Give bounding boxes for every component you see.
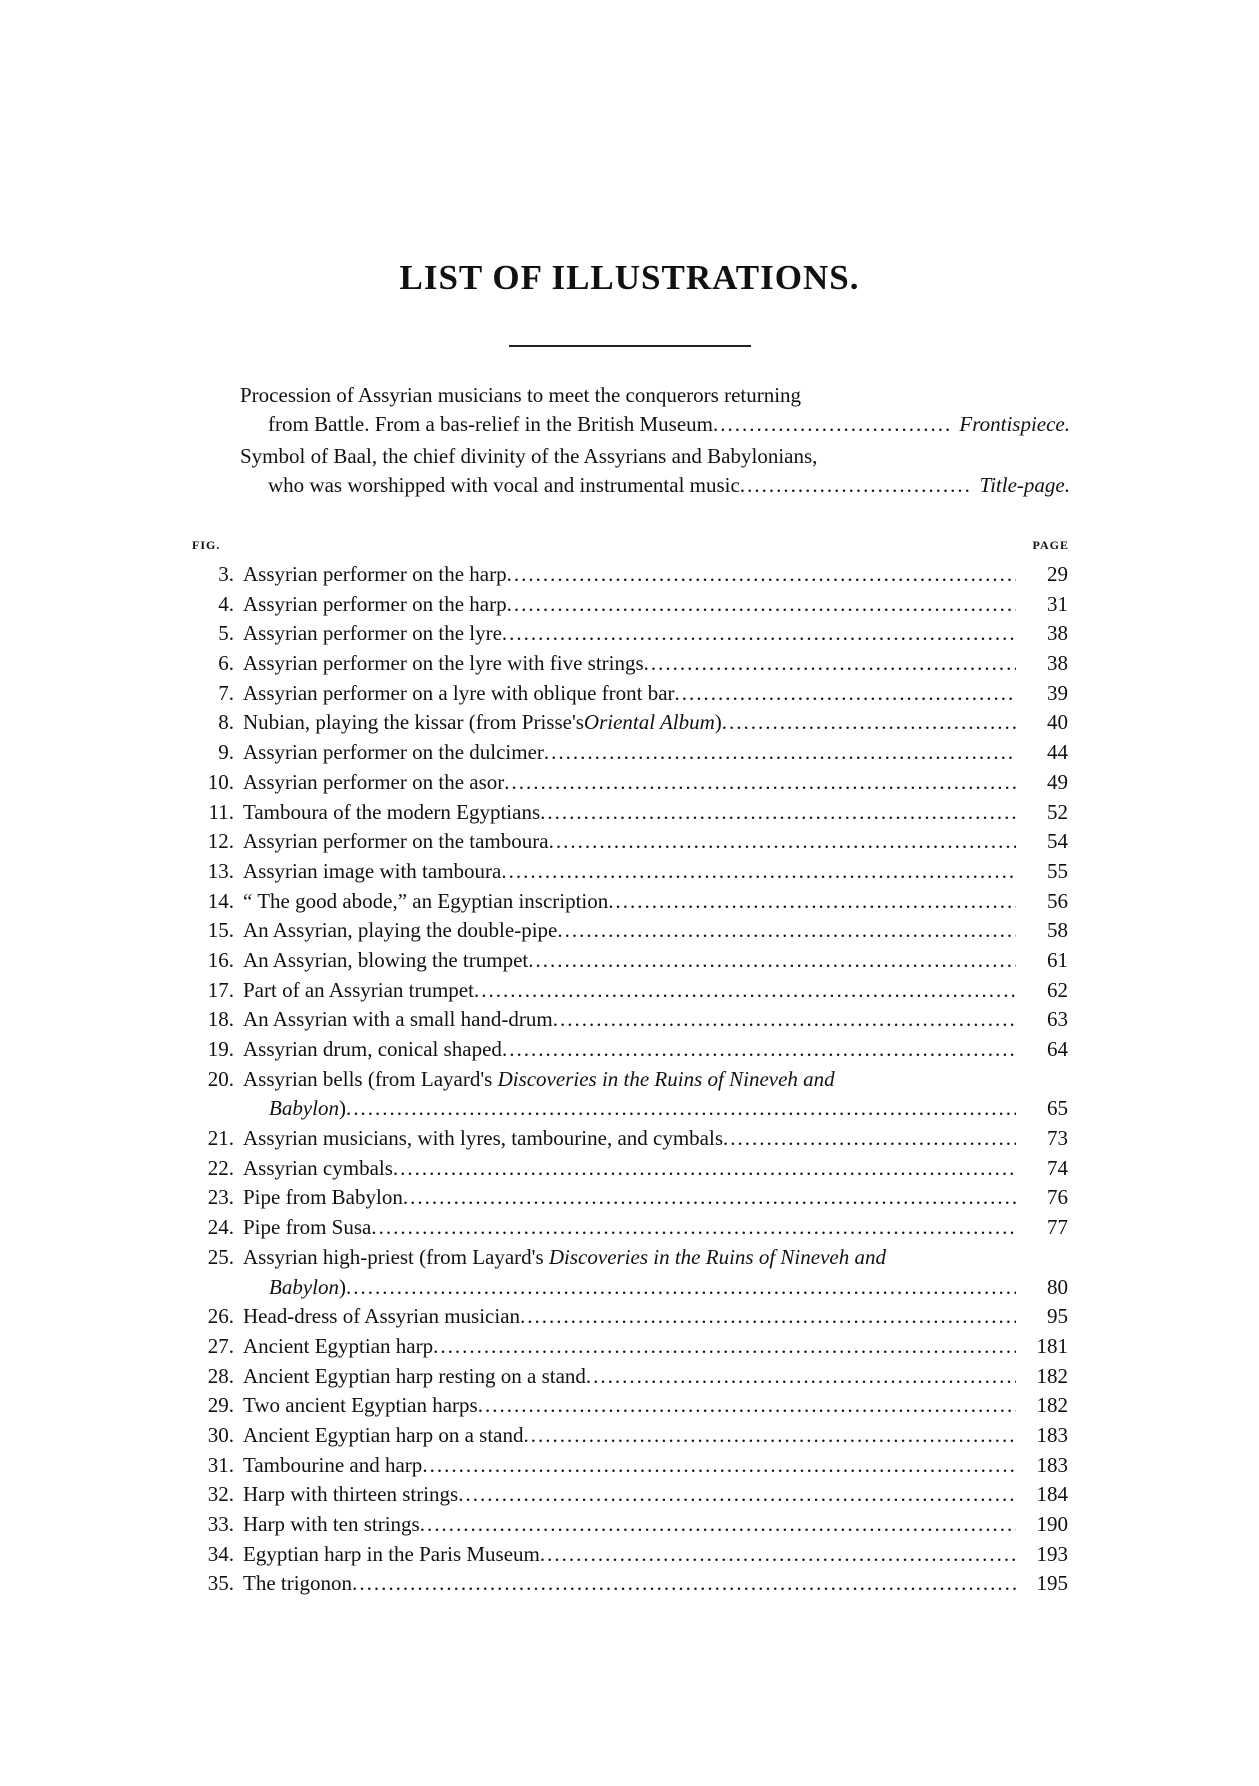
entry-line (243, 1007, 1068, 1032)
entry-text: Pipe from Susa (243, 1215, 372, 1240)
list-item (192, 1156, 1068, 1186)
intro-location: Frontispiece. (959, 412, 1070, 436)
list-item (192, 1542, 1068, 1572)
dot-leader (507, 562, 1016, 587)
list-item (192, 1453, 1068, 1483)
entry-line (243, 1067, 1068, 1092)
figure-number: 19. (207, 1037, 234, 1061)
figure-number: 8. (218, 710, 234, 735)
dot-leader (528, 948, 1016, 973)
figure-number: 12. (207, 829, 234, 854)
figure-number: 7. (218, 680, 234, 705)
list-item (192, 1215, 1068, 1245)
entry-line (243, 829, 1068, 854)
page-title: LIST OF ILLUSTRATIONS. (399, 258, 860, 297)
fig-column-header: FIG. (192, 538, 221, 552)
dot-leader (549, 829, 1016, 854)
figure-number: 26. (207, 1304, 234, 1329)
list-item (192, 1304, 1068, 1334)
indent (243, 1096, 269, 1121)
figure-number: 6. (218, 651, 234, 676)
figure-number: 3. (218, 562, 234, 586)
figure-number: 17. (207, 977, 234, 1002)
page-number: 31 (1047, 591, 1068, 616)
entry-line (243, 1096, 1068, 1121)
list-item (192, 1482, 1068, 1512)
page-number: 55 (1047, 858, 1068, 883)
entry-text: Assyrian cymbals (243, 1155, 393, 1180)
dot-leader (403, 1185, 1016, 1210)
entry-line (243, 1482, 1068, 1507)
page-number: 184 (1036, 1482, 1068, 1507)
dot-leader (540, 800, 1016, 825)
page-number: 54 (1047, 829, 1068, 854)
entry-line (243, 740, 1068, 765)
entry-text: The trigonon (243, 1571, 353, 1596)
entry-text: ) (714, 710, 722, 735)
entry-text: Assyrian bells (from Layard's (243, 1066, 498, 1091)
dot-leader (478, 1393, 1016, 1418)
entry-line (243, 948, 1068, 973)
figure-number: 9. (218, 740, 234, 765)
entry-text: An Assyrian, playing the double-pipe (243, 918, 558, 943)
entry-text: Ancient Egyptian harp (243, 1333, 434, 1358)
figure-number: 14. (207, 888, 234, 913)
entry-text: Part of an Assyrian trumpet (243, 977, 474, 1002)
page-number: 44 (1047, 740, 1068, 765)
entry-text: ) (338, 1096, 346, 1121)
figure-number: 18. (207, 1007, 234, 1032)
page-number: 95 (1047, 1304, 1068, 1329)
entry-text: Ancient Egyptian harp on a stand (243, 1422, 524, 1447)
entry-italic-text: Discoveries in the Ruins of Nineveh and (548, 1244, 886, 1269)
figure-number: 28. (207, 1363, 234, 1388)
page-number: 38 (1047, 651, 1068, 676)
dot-leader (540, 1542, 1016, 1567)
entry-text: Tambourine and harp (243, 1452, 423, 1477)
intro-line (268, 412, 1070, 437)
entry-line (243, 770, 1068, 795)
figure-number: 35. (207, 1571, 234, 1596)
entry-text: Assyrian performer on the harp (243, 562, 507, 586)
entry-text: Head-dress of Assyrian musician (243, 1304, 521, 1329)
list-item (192, 770, 1068, 800)
entry-text: Nubian, playing the kissar (from Prisse's (243, 710, 584, 735)
entry-line (243, 1364, 1068, 1389)
intro-text: from Battle. From a bas-relief in the British Museum (268, 412, 713, 436)
list-item (192, 1334, 1068, 1364)
entry-line (243, 681, 1068, 706)
entry-text: Assyrian image with tamboura (243, 858, 502, 883)
page-number: 64 (1047, 1037, 1068, 1061)
list-item (192, 1364, 1068, 1394)
figure-number: 16. (207, 947, 234, 972)
dot-leader (740, 473, 972, 498)
entry-text: Assyrian performer on the asor (243, 769, 505, 794)
page-number: 58 (1047, 918, 1068, 943)
list-item (192, 740, 1068, 770)
entry-line (243, 889, 1068, 914)
page-number: 52 (1047, 799, 1068, 824)
figure-number: 27. (207, 1333, 234, 1358)
figure-number: 32. (207, 1482, 234, 1507)
title-rule (509, 345, 751, 347)
dot-leader (346, 1275, 1016, 1300)
entry-text: “ The good abode,” an Egyptian inscription (243, 888, 609, 913)
entry-text: Ancient Egyptian harp resting on a stand (243, 1363, 586, 1388)
dot-leader (352, 1571, 1016, 1596)
dot-leader (713, 412, 951, 437)
entry-text: An Assyrian, blowing the trumpet (243, 947, 529, 972)
entry-text: Assyrian performer on the lyre (243, 621, 502, 646)
entry-line (243, 592, 1068, 617)
page-number: 40 (1047, 710, 1068, 735)
figure-number: 31. (207, 1452, 234, 1477)
page-number: 62 (1047, 977, 1068, 1002)
page-number: 77 (1047, 1215, 1068, 1240)
entry-line (243, 651, 1068, 676)
entry-text: Assyrian performer on the lyre with five strings (243, 651, 644, 676)
list-item (192, 889, 1068, 919)
entry-line (243, 1393, 1068, 1418)
entry-line (243, 710, 1068, 735)
list-item (192, 651, 1068, 681)
dot-leader (346, 1096, 1016, 1121)
entry-text: Harp with thirteen strings (243, 1482, 459, 1507)
figure-number: 15. (207, 918, 234, 943)
figure-number: 30. (207, 1422, 234, 1447)
entry-text: Assyrian performer on the harp (243, 591, 507, 616)
dot-leader (520, 1304, 1016, 1329)
page-number: 181 (1036, 1333, 1068, 1358)
entry-italic-text: Oriental Album (583, 710, 715, 735)
dot-leader (420, 1512, 1016, 1537)
list-item (192, 710, 1068, 740)
dot-leader (544, 740, 1016, 765)
intro-location: Title-page. (979, 473, 1070, 497)
entry-text: Assyrian performer on the tamboura (243, 829, 549, 854)
figure-number: 20. (207, 1066, 234, 1091)
list-item (192, 562, 1068, 592)
dot-leader (501, 859, 1016, 884)
illustrations-list (192, 562, 1068, 1601)
entry-italic-text: Discoveries in the Ruins of Nineveh and (497, 1066, 835, 1091)
list-item (192, 918, 1068, 948)
intro-text: who was worshipped with vocal and instrumental music (268, 473, 740, 497)
list-item (192, 681, 1068, 711)
figure-number: 4. (218, 591, 234, 616)
page-number: 49 (1047, 769, 1068, 794)
list-item (192, 800, 1068, 830)
entry-line (243, 1245, 1068, 1270)
page-number: 183 (1036, 1452, 1068, 1477)
page-number: 182 (1036, 1363, 1068, 1388)
page-number: 190 (1036, 1512, 1068, 1537)
figure-number: 13. (207, 858, 234, 883)
dot-leader (474, 978, 1016, 1003)
entry-line (243, 1156, 1068, 1181)
page-number: 80 (1047, 1274, 1068, 1299)
figure-number: 24. (207, 1215, 234, 1240)
page-number: 183 (1036, 1422, 1068, 1447)
figure-number: 33. (207, 1512, 234, 1537)
entry-line (243, 1571, 1068, 1596)
entry-italic-text: Babylon (269, 1274, 339, 1299)
indent (243, 1275, 269, 1300)
list-item (192, 859, 1068, 889)
entry-text: Assyrian performer on the dulcimer (243, 740, 544, 765)
list-item (192, 1185, 1068, 1215)
page-number: 29 (1047, 562, 1068, 586)
page-number: 56 (1047, 888, 1068, 913)
entry-text: Harp with ten strings (243, 1512, 420, 1537)
entry-line (243, 978, 1068, 1003)
figure-number: 5. (218, 621, 234, 646)
entry-line (243, 1304, 1068, 1329)
list-item (192, 948, 1068, 978)
page-number: 39 (1047, 680, 1068, 705)
entry-line (243, 859, 1068, 884)
entry-line (243, 918, 1068, 943)
list-item (192, 1393, 1068, 1423)
figure-number: 10. (207, 769, 234, 794)
dot-leader (557, 918, 1016, 943)
figure-number: 23. (207, 1185, 234, 1210)
intro-line: Procession of Assyrian musicians to meet the conquerors returning (240, 383, 802, 407)
intro-line (268, 473, 1070, 498)
page-number: 182 (1036, 1393, 1068, 1418)
entry-line (243, 1423, 1068, 1448)
entry-line (243, 621, 1068, 646)
entry-text: Assyrian high-priest (from Layard's (243, 1244, 549, 1269)
entry-text: Pipe from Babylon (243, 1185, 403, 1210)
list-item (192, 592, 1068, 622)
entry-line (243, 1512, 1068, 1537)
page-number: 76 (1047, 1185, 1068, 1210)
dot-leader (433, 1334, 1016, 1359)
dot-leader (502, 1037, 1016, 1062)
entry-line (243, 1275, 1068, 1300)
page-number: 195 (1036, 1571, 1068, 1596)
dot-leader (644, 651, 1016, 676)
entry-text: Assyrian performer on a lyre with oblique front bar (243, 680, 675, 705)
page-number: 38 (1047, 621, 1068, 646)
dot-leader (723, 1126, 1016, 1151)
list-item (192, 1423, 1068, 1453)
list-item (192, 621, 1068, 651)
entry-text: Assyrian musicians, with lyres, tambourine, and cymbals (243, 1126, 723, 1151)
entry-text: ) (338, 1274, 346, 1299)
page-number: 193 (1036, 1541, 1068, 1566)
entry-text: An Assyrian with a small hand-drum (243, 1007, 553, 1032)
dot-leader (586, 1364, 1016, 1389)
entry-line (243, 1453, 1068, 1478)
entry-text: Egyptian harp in the Paris Museum (243, 1541, 540, 1566)
figure-number: 21. (207, 1126, 234, 1151)
list-item (192, 829, 1068, 859)
entry-line (243, 800, 1068, 825)
dot-leader (524, 1423, 1016, 1448)
dot-leader (507, 592, 1016, 617)
page-number: 73 (1047, 1126, 1068, 1151)
dot-leader (458, 1482, 1016, 1507)
entry-line (243, 1334, 1068, 1359)
list-item (192, 1571, 1068, 1601)
dot-leader (722, 710, 1016, 735)
page-number: 61 (1047, 947, 1068, 972)
page-number: 65 (1047, 1096, 1068, 1121)
entry-text: Assyrian drum, conical shaped (243, 1037, 502, 1061)
dot-leader (393, 1156, 1016, 1181)
page-number: 74 (1047, 1155, 1068, 1180)
figure-number: 11. (208, 799, 234, 824)
figure-number: 34. (207, 1541, 234, 1566)
page-column-header: PAGE (1032, 538, 1069, 552)
entry-line (243, 1037, 1068, 1062)
list-item (192, 978, 1068, 1008)
entry-line (243, 1185, 1068, 1210)
list-item (192, 1245, 1068, 1304)
figure-number: 22. (207, 1155, 234, 1180)
entry-line (243, 1215, 1068, 1240)
entry-line (243, 1542, 1068, 1567)
list-item (192, 1037, 1068, 1067)
entry-line (243, 562, 1068, 587)
entry-text: Two ancient Egyptian harps (243, 1393, 478, 1418)
dot-leader (422, 1453, 1016, 1478)
intro-line: Symbol of Baal, the chief divinity of the Assyrians and Babylonians, (240, 444, 818, 468)
entry-italic-text: Babylon (269, 1096, 339, 1121)
figure-number: 29. (207, 1393, 234, 1418)
dot-leader (675, 681, 1016, 706)
page-number: 63 (1047, 1007, 1068, 1032)
dot-leader (504, 770, 1016, 795)
dot-leader (608, 889, 1016, 914)
list-item (192, 1512, 1068, 1542)
list-item (192, 1067, 1068, 1126)
figure-number: 25. (207, 1244, 234, 1269)
list-item (192, 1126, 1068, 1156)
entry-text: Tamboura of the modern Egyptians (243, 799, 541, 824)
dot-leader (553, 1007, 1016, 1032)
dot-leader (502, 621, 1016, 646)
dot-leader (371, 1215, 1016, 1240)
list-item (192, 1007, 1068, 1037)
entry-line (243, 1126, 1068, 1151)
